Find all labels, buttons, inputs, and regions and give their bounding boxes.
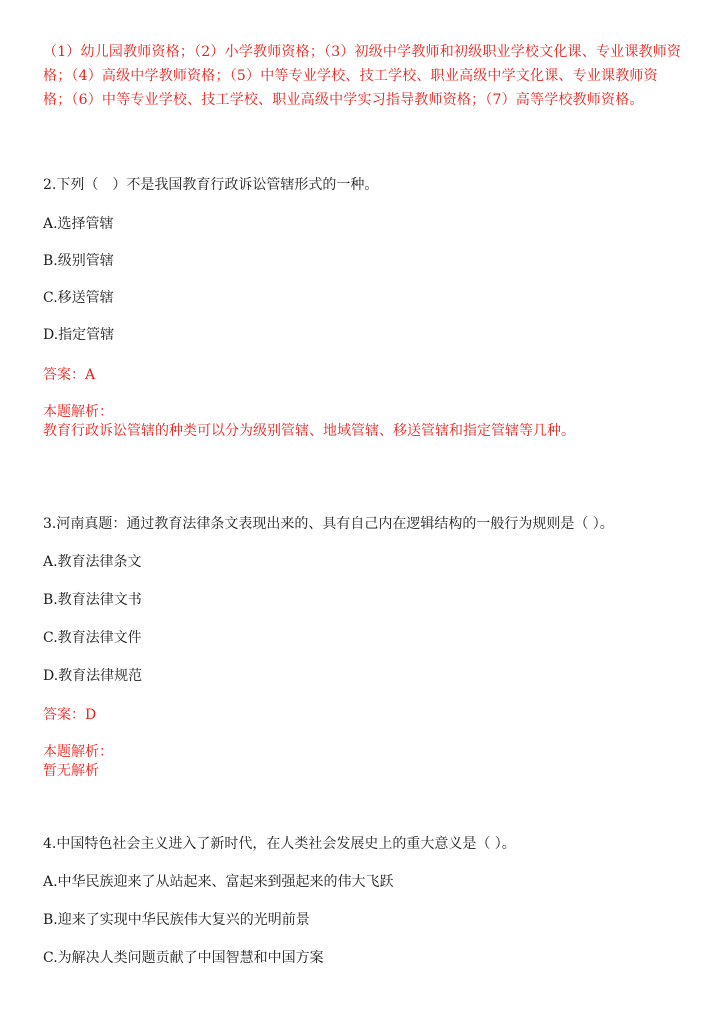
intro-paragraph: （1）幼儿园教师资格；（2）小学教师资格；（3）初级中学教师和初级职业学校文化课、专业课教师资格；（4）高级中学教师资格；（5）中等专业学校、技工学校、职业高级中学文化课、专业课教师资格；（6）中等专业学校、技工学校、职业高级中学实习指导教师资格；（7）高等学校教师资格。 [43,44,682,108]
question-3-option-a: A.教育法律条文 [43,554,142,570]
question-3-option-d: D.教育法律规范 [43,668,143,684]
question-4-option-a: A.中华民族迎来了从站起来、富起来到强起来的伟大飞跃 [43,874,394,890]
question-2-analysis-body: 教育行政诉讼管辖的种类可以分为级别管辖、地域管辖、移送管辖和指定管辖等几种。 [43,423,575,439]
question-2-analysis-title: 本题解析： [43,404,113,420]
question-3-stem: 3.河南真题：通过教育法律条文表现出来的、具有自己内在逻辑结构的一般行为规则是（ ）。 [43,516,614,532]
question-4-option-b: B.迎来了实现中华民族伟大复兴的光明前景 [43,912,310,928]
question-3-option-c: C.教育法律文件 [43,630,142,646]
question-4-option-c: C.为解决人类问题贡献了中国智慧和中国方案 [43,950,324,966]
question-2-answer: 答案：A [43,367,96,383]
question-2-stem: 2.下列（ ）不是我国教育行政诉讼管辖形式的一种。 [43,177,379,193]
question-3-answer: 答案：D [43,707,97,723]
question-2-option-a: A.选择管辖 [43,216,114,232]
question-2-option-d: D.指定管辖 [43,327,115,343]
question-4-stem: 4.中国特色社会主义进入了新时代，在人类社会发展史上的重大意义是（ ）。 [43,836,516,852]
question-2-option-c: C.移送管辖 [43,290,114,306]
question-3-analysis-body: 暂无解析 [43,763,99,779]
question-3-analysis-title: 本题解析： [43,744,113,760]
question-3-option-b: B.教育法律文书 [43,592,142,608]
question-2-option-b: B.级别管辖 [43,253,114,269]
